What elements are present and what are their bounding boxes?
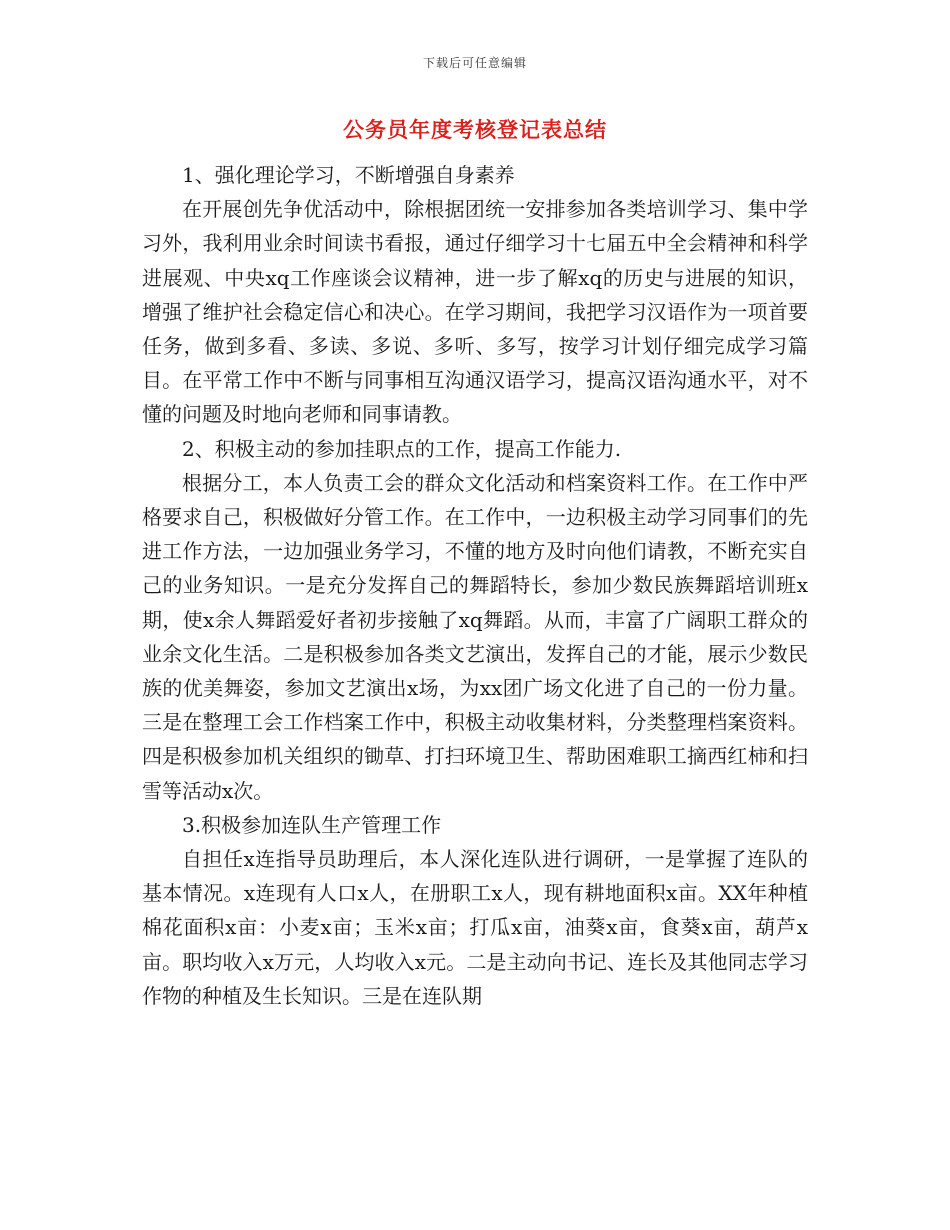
- section-heading-1: 1、强化理论学习，不断增强自身素养: [182, 163, 515, 187]
- document-body: [142, 158, 808, 1013]
- paragraph: 根据分工，本人负责工会的群众文化活动和档案资料工作。在工作中严格要求自己，积极做好分管工作。在工作中，一边积极主动学习同事们的先进工作方法，一边加强业务学习，不懂的地方及时向他们请教，不断充实自己的业务知识。一是充分发挥自己的舞蹈特长，参加少数民族舞蹈培训班x期，使x余人舞蹈爱好者初步接触了xq舞蹈。从而，丰富了广阔职工群众的业余文化生活。二是积极参加各类文艺演出，发挥自己的才能，展示少数民族的优美舞姿，参加文艺演出x场，为xx团广场文化进了自己的一份力量。三是在整理工会工作档案工作中，积极主动收集材料，分类整理档案资料。四是积极参加机关组织的锄草、打扫环境卫生、帮助困难职工摘西红柿和扫雪等活动x次。: [142, 470, 808, 803]
- section-heading-2: 2、积极主动的参加挂职点的工作，提高工作能力.: [182, 436, 622, 461]
- document-title: 公务员年度考核登记表总结: [343, 118, 607, 142]
- paragraph: 自担任x连指导员助理后，本人深化连队进行调研，一是掌握了连队的基本情况。x连现有人口x人，在册职工x人，现有耕地面积x亩。XX年种植棉花面积x亩：小麦x亩；玉米x亩；打瓜x亩，油葵x亩，食葵x亩，葫芦x亩。职均收入x万元，人均收入x元。二是主动向书记、连长及其他同志学习作物的种植及生长知识。三是在连队期: [142, 847, 808, 1008]
- paragraph: 在开展创先争优活动中，除根据团统一安排参加各类培训学习、集中学习外，我利用业余时间读书看报，通过仔细学习十七届五中全会精神和科学进展观、中央xq工作座谈会议精神，进一步了解xq的历史与进展的知识，增强了维护社会稳定信心和决心。在学习期间，我把学习汉语作为一项首要任务，做到多看、多读、多说、多听、多写，按学习计划仔细完成学习篇目。在平常工作中不断与同事相互沟通汉语学习，提高汉语沟通水平，对不懂的问题及时地向老师和同事请教。: [142, 197, 808, 427]
- header-note: 下载后可任意编辑: [422, 56, 527, 70]
- section-heading-3: 3.积极参加连队生产管理工作: [182, 812, 442, 837]
